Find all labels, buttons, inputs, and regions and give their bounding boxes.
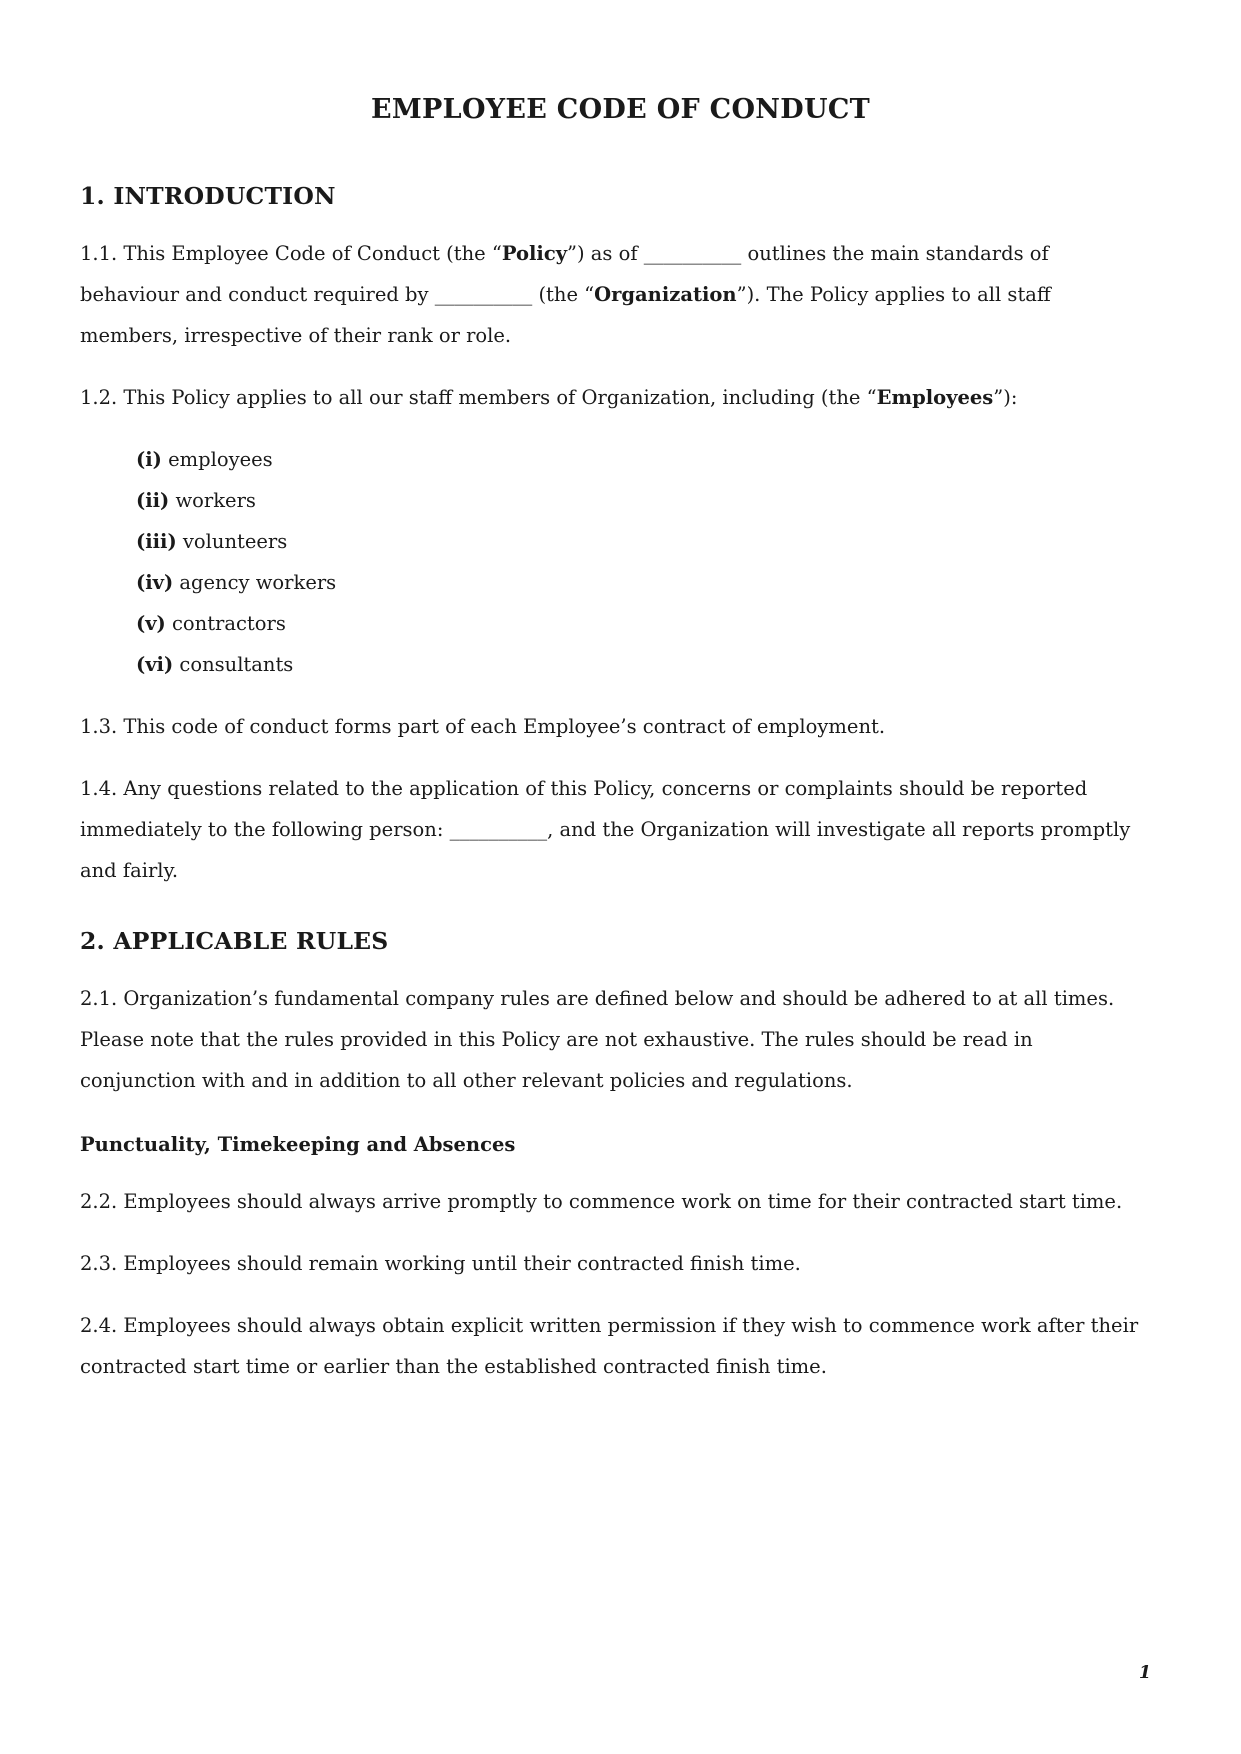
paragraph-2-4: 2.4. Employees should always obtain explicit written permission if they wish to commence work after their contracted start time or earlier than the established contracted finish time. [80, 1314, 1139, 1378]
list-item-workers: (ii) workers [136, 489, 256, 512]
paragraph-1-2: 1.2. This Policy applies to all our staff members of Organization, including (the “Employees”): [80, 386, 1018, 409]
paragraph-2-3: 2.3. Employees should remain working until their contracted finish time. [80, 1252, 801, 1275]
list-item-volunteers: (iii) volunteers [136, 530, 288, 553]
page-number: 1 [1138, 1663, 1151, 1683]
paragraph-2-2: 2.2. Employees should always arrive promptly to commence work on time for their contracted start time. [80, 1190, 1123, 1213]
document-title: EMPLOYEE CODE OF CONDUCT [370, 94, 871, 125]
list-item-agency-workers: (iv) agency workers [136, 571, 337, 594]
section-2-heading: 2. APPLICABLE RULES [80, 927, 389, 955]
list-item-contractors: (v) contractors [136, 612, 286, 635]
section-1-heading: 1. INTRODUCTION [80, 182, 336, 210]
paragraph-1-4: 1.4. Any questions related to the application of this Policy, concerns or complaints should be reported immediately to the following person: __________, and the Organization will investigate all reports promptly and fairly. [80, 777, 1131, 882]
employee-types-list [80, 439, 1161, 685]
subheading-punctuality-timekeeping-absences: Punctuality, Timekeeping and Absences [80, 1133, 516, 1156]
paragraph-2-1: 2.1. Organization’s fundamental company rules are defined below and should be adhered to at all times. Please note that the rules provided in this Policy are not exhaustive. The rules should be read in conjunction with and in addition to all other relevant policies and regulations. [80, 987, 1115, 1092]
list-item-employees: (i) employees [136, 448, 273, 471]
paragraph-1-3: 1.3. This code of conduct forms part of each Employee’s contract of employment. [80, 715, 886, 738]
list-item-consultants: (vi) consultants [136, 653, 294, 676]
section-introduction [80, 180, 1161, 891]
section-applicable-rules [80, 925, 1161, 1387]
paragraph-1-1: 1.1. This Employee Code of Conduct (the “Policy”) as of __________ outlines the main standards of behaviour and conduct required by __________ (the “Organization”). The Policy applies to all staff members, irrespective of their rank or role. [80, 242, 1051, 347]
